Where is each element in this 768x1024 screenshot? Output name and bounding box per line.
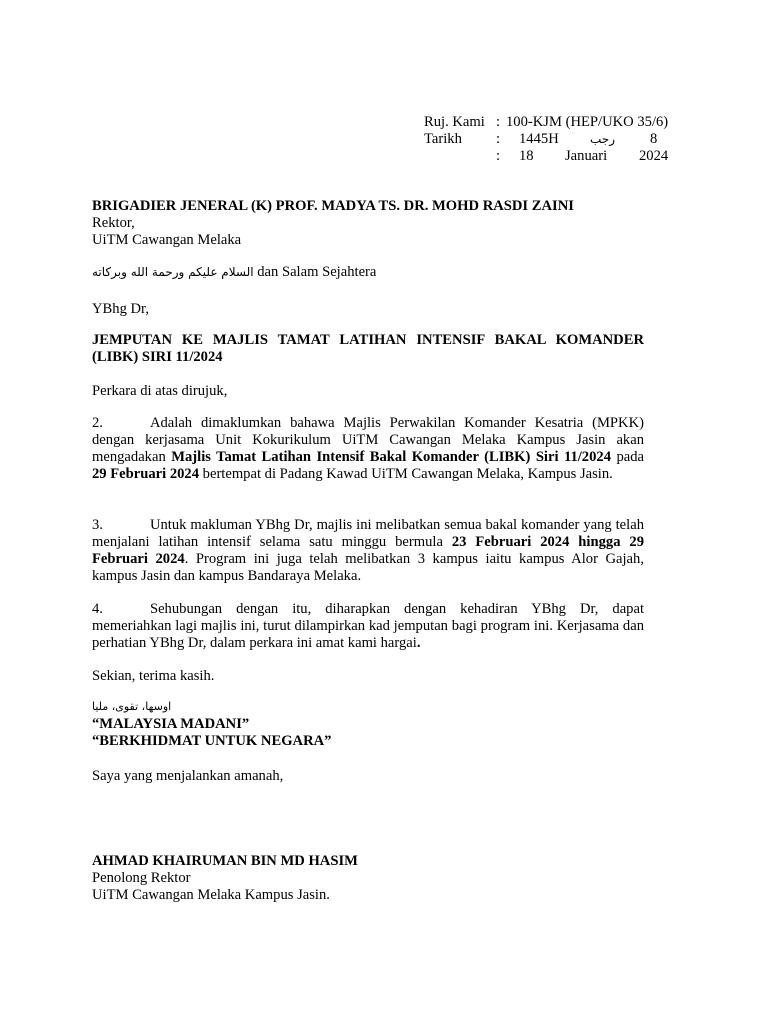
greeting-arabic: السلام عليكم ورحمة الله وبركاته	[92, 265, 254, 279]
gregorian-month: Januari	[565, 148, 608, 164]
recipient-name: BRIGADIER JENERAL (K) PROF. MADYA TS. DR. MOHD RASDI ZAINI	[92, 198, 574, 214]
salutation: YBhg Dr,	[92, 301, 149, 317]
date-colon: :	[496, 131, 501, 147]
signatory-org: UiTM Cawangan Melaka Kampus Jasin.	[92, 887, 330, 903]
closing-line: Sekian, terima kasih.	[92, 668, 215, 684]
gregorian-year: 2024	[639, 148, 669, 164]
paragraph-number: 2.	[92, 415, 103, 431]
training-dates: 23 Februari 2024 hingga 29 Februari 2024	[92, 534, 644, 567]
hijri-year: 1445H	[519, 131, 559, 147]
recipient-org: UiTM Cawangan Melaka	[92, 232, 242, 248]
paragraph-text: Sehubungan dengan itu, diharapkan dengan kehadiran YBhg Dr, dapat memeriahkan lagi majlis ini, turut dilampirkan kad jemputan bagi program ini. Kerjasama dan perhatian YBhg Dr, dalam perkara ini amat kami hargai	[92, 601, 644, 651]
intro-line: Perkara di atas dirujuk,	[92, 383, 228, 399]
ref-row-ruj	[424, 114, 694, 131]
hijri-day: 8	[650, 131, 658, 147]
hijri-month: رجب	[590, 132, 615, 146]
paragraph-4	[92, 601, 644, 652]
ref-row-gregorian	[424, 148, 694, 165]
motto-arabic: اوسها، تقوى، مليا	[92, 700, 172, 713]
paragraph-text: Untuk makluman YBhg Dr, majlis ini melibatkan semua bakal komander yang telah menjalani latihan intensif selama satu minggu bermula	[92, 517, 644, 550]
paragraph-text: Adalah dimaklumkan bahawa Majlis Perwakilan Komander Kesatria (MPKK) dengan kerjasama Unit Kokurikulum UiTM Cawangan Melaka Kampus Jasin akan mengadakan	[92, 415, 644, 465]
recipient-title: Rektor,	[92, 215, 135, 231]
paragraph-period: .	[416, 635, 421, 651]
paragraph-number: 4.	[92, 601, 103, 617]
event-name: Majlis Tamat Latihan Intensif Bakal Komander (LIBK) Siri 11/2024	[171, 449, 611, 465]
greeting	[92, 264, 376, 281]
paragraph-number: 3.	[92, 517, 103, 533]
greeting-text: dan Salam Sejahtera	[253, 264, 377, 280]
motto-line-1: “MALAYSIA MADANI”	[92, 716, 250, 732]
subject-heading: JEMPUTAN KE MAJLIS TAMAT LATIHAN INTENSIF BAKAL KOMANDER (LIBK) SIRI 11/2024	[92, 332, 644, 365]
recipient-block	[92, 198, 644, 249]
gregorian-day: 18	[519, 148, 534, 164]
reference-block	[424, 114, 694, 165]
ref-row-tarikh	[424, 131, 694, 148]
signatory-title: Penolong Rektor	[92, 870, 191, 886]
event-date: 29 Februari 2024	[92, 466, 200, 482]
paragraph-3	[92, 517, 644, 585]
ref-number: 100-KJM (HEP/UKO 35/6)	[506, 114, 669, 130]
paragraph-text: pada	[611, 449, 644, 465]
ref-colon: :	[496, 114, 501, 130]
paragraph-text: bertempat di Padang Kawad UiTM Cawangan Melaka, Kampus Jasin.	[199, 466, 613, 482]
signatory-block	[92, 853, 644, 904]
paragraph-text: . Program ini juga telah melibatkan 3 kampus iaitu kampus Alor Gajah, kampus Jasin dan kampus Bandaraya Melaka.	[92, 551, 644, 584]
sign-off: Saya yang menjalankan amanah,	[92, 768, 284, 784]
date-label: Tarikh	[424, 131, 462, 147]
date-colon: :	[496, 148, 501, 164]
ref-label: Ruj. Kami	[424, 114, 485, 130]
motto-line-2: “BERKHIDMAT UNTUK NEGARA”	[92, 733, 332, 749]
signatory-name: AHMAD KHAIRUMAN BIN MD HASIM	[92, 853, 358, 869]
paragraph-2	[92, 415, 644, 483]
motto-block	[92, 716, 644, 750]
